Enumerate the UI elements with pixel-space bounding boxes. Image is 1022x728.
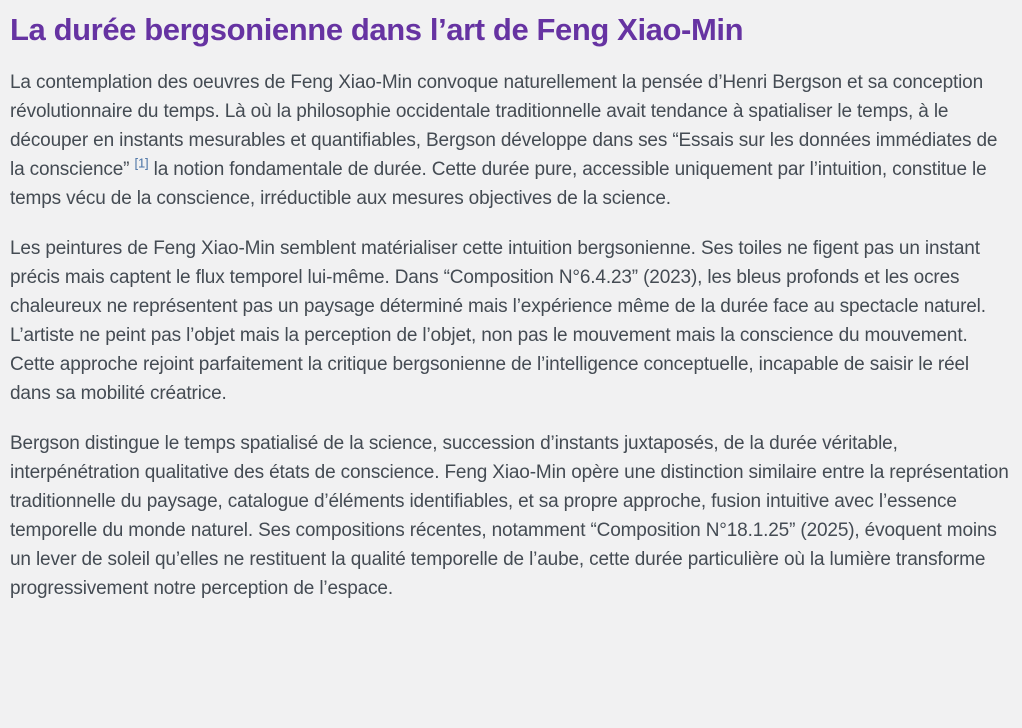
paragraph-3: Bergson distingue le temps spatialisé de la science, succession d’instants juxtaposés, de la durée véritable, interpénétration qualitative des états de conscience. Feng Xiao-Min opère une distinction similaire entre la représentation traditionnelle du paysage, catalogue d’éléments identifiables, et sa propre approche, fusion intuitive avec l’essence temporelle du monde naturel. Ses compositions récentes, notamment “Composition N°18.1.25” (2025), évoquent moins un lever de soleil qu’elles ne restituent la qualité temporelle de l’aube, cette durée particulière où la lumière transforme progressivement notre perception de l’espace. [10,433,1009,599]
page-title: La durée bergsonienne dans l’art de Feng Xiao-Min [10,12,744,47]
paragraph-1 [10,68,1010,213]
footnote-link[interactable]: [1] [134,155,149,171]
footnote-ref [134,156,148,171]
paragraph-1-text-after: la notion fondamentale de durée. Cette durée pure, accessible uniquement par l’intuition, constitue le temps vécu de la conscience, irréductible aux mesures objectives de la science. [10,159,987,209]
paragraph-1-text-before: La contemplation des oeuvres de Feng Xiao-Min convoque naturellement la pensée d’Henri Bergson et sa conception révolutionnaire du temps. Là où la philosophie occidentale traditionnelle avait tendance à spatialiser le temps, à le découper en instants mesurables et quantifiables, Bergson développe dans ses “Essais sur les données immédiates de la conscience” [10,72,998,180]
paragraph-2: Les peintures de Feng Xiao-Min semblent matérialiser cette intuition bergsonienne. Ses toiles ne figent pas un instant précis mais captent le flux temporel lui-même. Dans “Composition N°6.4.23” (2023), les bleus profonds et les ocres chaleureux ne représentent pas un paysage déterminé mais l’expérience même de la durée face au spectacle naturel. L’artiste ne peint pas l’objet mais la perception de l’objet, non pas le mouvement mais la conscience du mouvement. Cette approche rejoint parfaitement la critique bergsonienne de l’intelligence conceptuelle, incapable de saisir le réel dans sa mobilité créatrice. [10,238,986,404]
